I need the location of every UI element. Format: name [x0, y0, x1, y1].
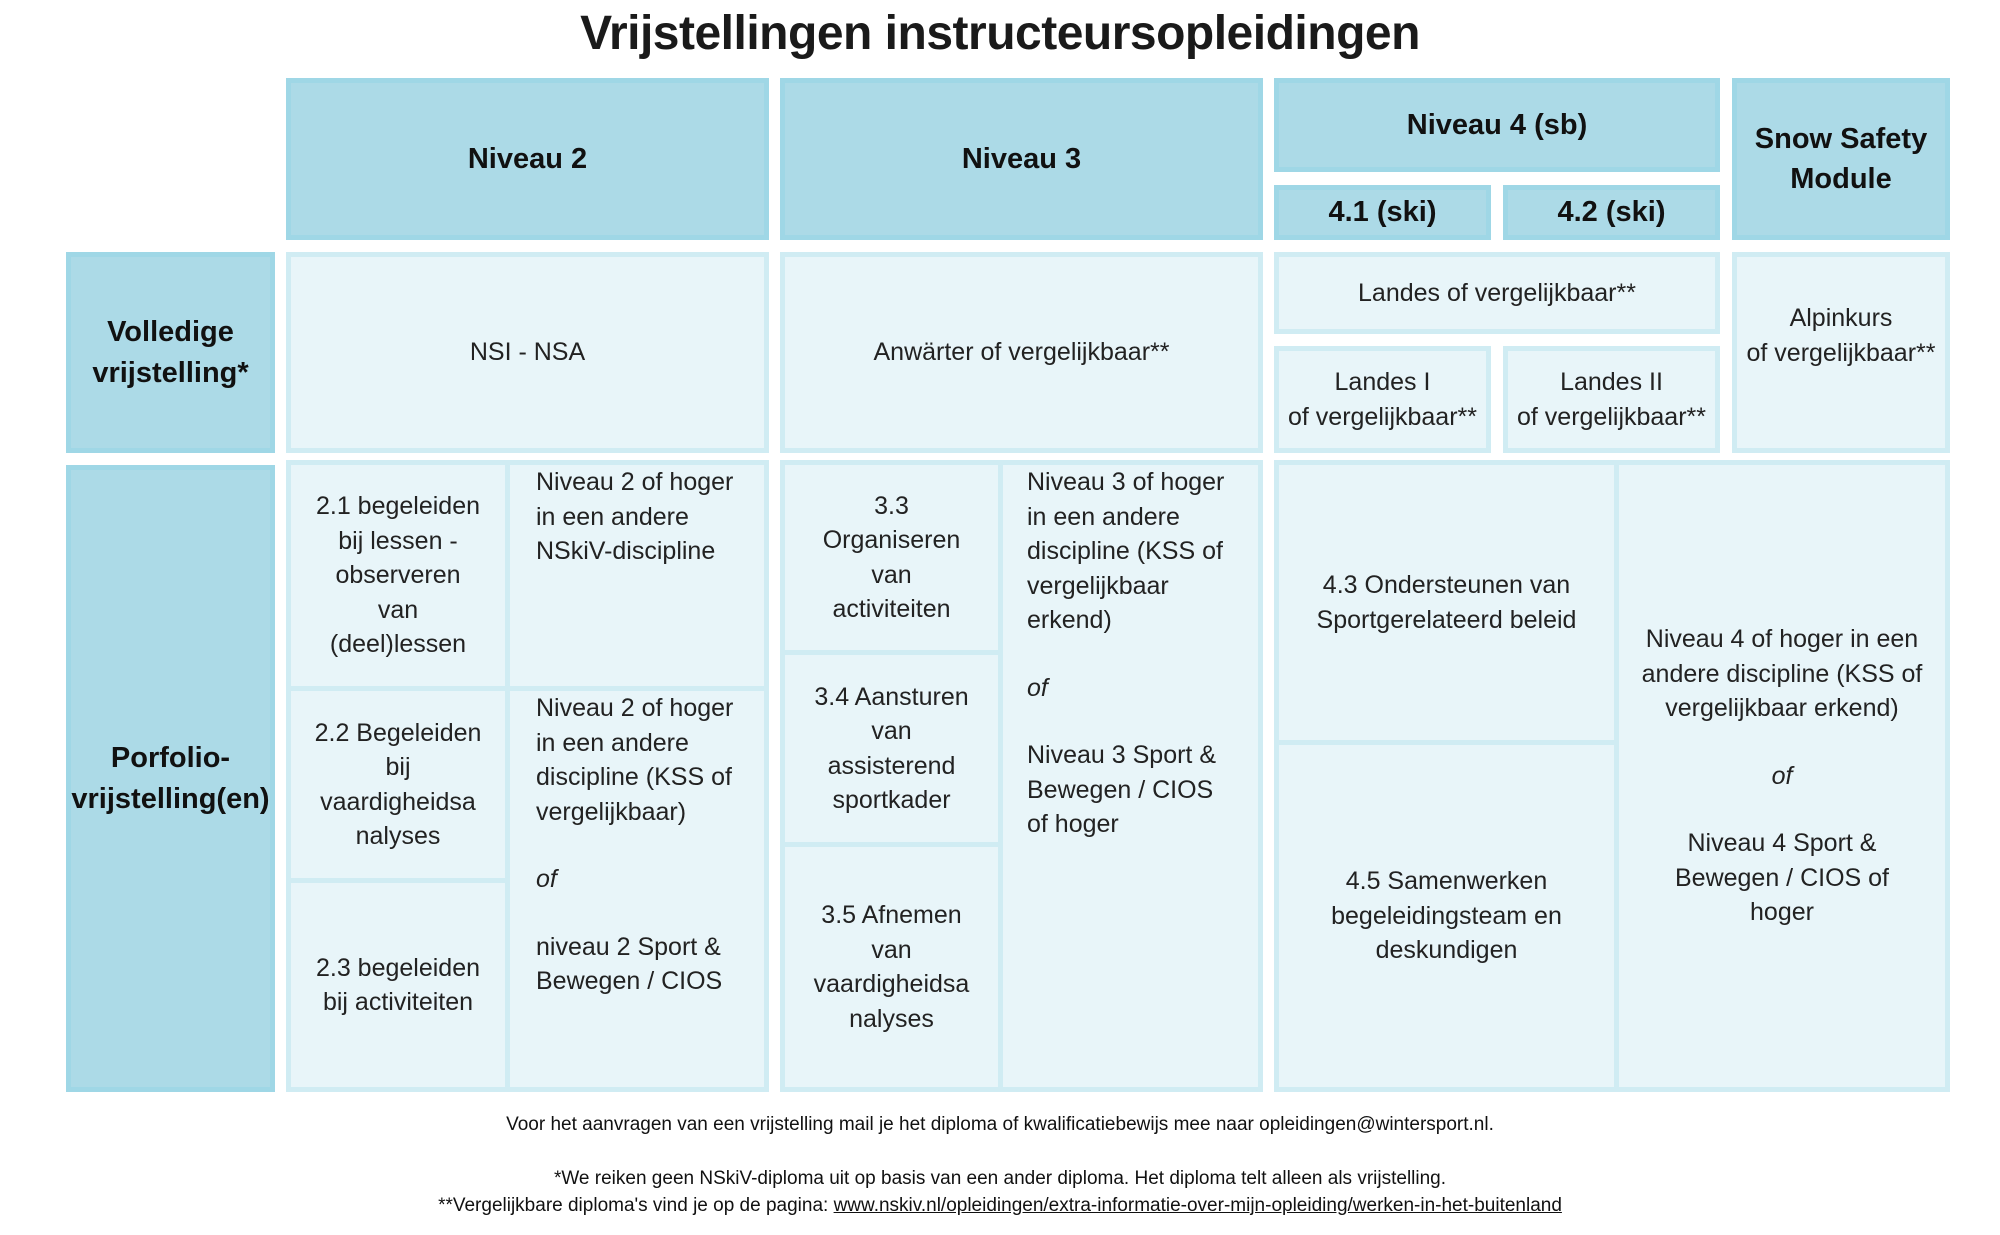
row-header-portfolio	[66, 465, 275, 1092]
text-line: 3.4 Aansturen	[814, 682, 969, 711]
portfolio-4-3	[1279, 465, 1614, 740]
portfolio-3-alt-part2	[1027, 738, 1216, 842]
row-header-volledige	[66, 252, 275, 453]
header-snow-safety-line2: Module	[1790, 163, 1892, 195]
text-line: 2.3 begeleiden	[315, 953, 481, 982]
text-line: bij activiteiten	[322, 988, 474, 1016]
header-niveau-3-label: Niveau 3	[961, 142, 1082, 175]
text-line: 3.3	[874, 491, 909, 520]
text-line: vergelijkbaar erkend)	[1665, 694, 1899, 723]
text-line: Niveau 3 of hoger	[1027, 468, 1225, 496]
divider	[998, 465, 1003, 1087]
volledig-niveau-4-1-line1: Landes I	[1334, 368, 1431, 396]
header-niveau-4-label: Niveau 4 (sb)	[1406, 108, 1588, 141]
volledig-niveau-4-text: Landes of vergelijkbaar**	[1358, 278, 1636, 307]
text-line: 4.5 Samenwerken	[1345, 867, 1548, 896]
portfolio-4-alternative	[1619, 465, 1945, 1087]
volledig-niveau-4-2-line1: Landes II	[1560, 368, 1663, 396]
text-line: observeren	[335, 561, 461, 590]
volledig-snow-safety	[1732, 252, 1950, 453]
portfolio-2-2-3-alternative	[536, 691, 764, 1087]
text-line: in een andere	[536, 728, 689, 757]
text-line: in een andere	[536, 502, 689, 531]
portfolio-3-5	[785, 847, 998, 1087]
volledig-niveau-2	[286, 252, 769, 453]
text-line: sportkader	[832, 786, 951, 814]
text-line: NSkiV-discipline	[536, 537, 716, 565]
text-line: 3.5 Afnemen	[821, 901, 962, 929]
row-header-portfolio-line1: Porfolio-	[110, 742, 231, 775]
text-line: assisterend	[827, 751, 956, 780]
header-niveau-4-2-label: 4.2 (ski)	[1557, 196, 1666, 229]
portfolio-2-alt-of: of	[536, 865, 557, 893]
text-line: bij	[385, 753, 411, 781]
volledig-niveau-3-text: Anwärter of vergelijkbaar**	[873, 338, 1170, 367]
text-line: in een andere	[1027, 502, 1180, 531]
text-line: Sportgerelateerd beleid	[1316, 605, 1577, 634]
text-line: Niveau 2 of hoger	[536, 468, 734, 496]
text-line: Niveau 4 Sport &	[1687, 829, 1877, 858]
header-niveau-2-label: Niveau 2	[467, 142, 588, 175]
text-line: van	[871, 935, 912, 964]
portfolio-4-alt-of: of	[1771, 761, 1793, 790]
footer-mail-note: Voor het aanvragen van een vrijstelling mail je het diploma of kwalificatiebewijs mee naar opleidingen@wintersport.nl.	[506, 1114, 1494, 1135]
text-line: Niveau 2 of hoger	[536, 694, 734, 722]
footer-comparable-note	[0, 1195, 2000, 1217]
text-line: Organiseren	[822, 526, 961, 554]
text-line: Bewegen / CIOS	[536, 967, 723, 995]
text-line: 2.2 Begeleiden	[314, 718, 482, 747]
header-snow-safety-line1: Snow Safety	[1754, 122, 1928, 155]
portfolio-2-2	[291, 691, 505, 878]
portfolio-3-3	[785, 465, 998, 650]
row-header-portfolio-line2: vrijstelling(en)	[71, 782, 270, 815]
text-line: erkend)	[1027, 606, 1112, 634]
text-line: discipline (KSS of	[536, 763, 732, 791]
portfolio-4-alt-part2	[1675, 826, 1889, 930]
text-line: Bewegen / CIOS	[1027, 775, 1214, 804]
footer-comparable-prefix: **Vergelijkbare diploma's vind je op de pagina:	[438, 1195, 834, 1216]
text-line: hoger	[1750, 898, 1814, 927]
portfolio-2-1-alternative	[536, 465, 764, 686]
text-line: van	[871, 560, 912, 589]
text-line: activiteiten	[832, 595, 951, 623]
portfolio-2-alt-part1	[536, 691, 733, 829]
text-line: bij lessen -	[338, 526, 458, 555]
volledig-niveau-4	[1274, 252, 1720, 334]
volledig-niveau-4-2-line2: of vergelijkbaar**	[1517, 402, 1706, 431]
portfolio-2-1	[291, 465, 505, 686]
portfolio-2-3	[291, 883, 505, 1087]
row-header-volledige-line1: Volledige	[107, 316, 234, 349]
header-niveau-2	[286, 78, 769, 240]
text-line: andere discipline (KSS of	[1641, 659, 1923, 688]
header-niveau-4-2	[1503, 185, 1720, 240]
text-line: niveau 2 Sport &	[536, 932, 721, 961]
portfolio-3-alternative	[1027, 465, 1258, 1087]
text-line: vaardigheidsa	[813, 970, 970, 998]
volledig-niveau-4-2	[1503, 346, 1720, 453]
portfolio-3-4	[785, 655, 998, 842]
footer-link[interactable]: www.nskiv.nl/opleidingen/extra-informatie-over-mijn-opleiding/werken-in-het-buitenland	[833, 1195, 1562, 1216]
text-line: van	[377, 595, 419, 624]
text-line: nalyses	[849, 1004, 934, 1033]
volledig-snow-safety-line1: Alpinkurs	[1789, 304, 1893, 332]
header-niveau-4	[1274, 78, 1720, 172]
text-line: discipline (KSS of	[1027, 537, 1223, 565]
header-niveau-3	[780, 78, 1263, 240]
text-line: vergelijkbaar)	[536, 797, 687, 826]
text-line: deskundigen	[1375, 936, 1518, 965]
header-niveau-4-1-label: 4.1 (ski)	[1328, 196, 1437, 229]
text-line: begeleidingsteam en	[1331, 901, 1562, 930]
text-line: vaardigheidsa	[320, 787, 476, 816]
text-line: 2.1 begeleiden	[315, 492, 481, 521]
text-line: 4.3 Ondersteunen van	[1322, 571, 1571, 599]
text-line: Niveau 3 Sport &	[1027, 741, 1216, 769]
portfolio-4-alt-part1	[1642, 622, 1923, 726]
portfolio-3-alt-part1	[1027, 465, 1224, 638]
volledig-niveau-4-1	[1274, 346, 1491, 453]
volledig-snow-safety-line2: of vergelijkbaar**	[1746, 338, 1936, 367]
text-line: (deel)lessen	[329, 630, 467, 659]
volledig-niveau-3	[780, 252, 1263, 453]
volledig-niveau-2-text: NSI - NSA	[469, 338, 586, 367]
portfolio-2-alt-part2	[536, 930, 722, 999]
text-line: vergelijkbaar	[1027, 571, 1169, 600]
volledig-niveau-4-1-line2: of vergelijkbaar**	[1288, 402, 1477, 431]
divider	[505, 465, 510, 1087]
text-line: of hoger	[1027, 810, 1119, 838]
row-header-volledige-line2: vrijstelling*	[92, 356, 249, 389]
text-line: Bewegen / CIOS of	[1674, 863, 1889, 892]
text-line: Niveau 4 of hoger in een	[1645, 625, 1919, 654]
header-snow-safety	[1732, 78, 1950, 240]
portfolio-3-alt-of: of	[1027, 673, 1048, 702]
header-niveau-4-1	[1274, 185, 1491, 240]
portfolio-4-5	[1279, 745, 1614, 1087]
text-line: nalyses	[355, 822, 441, 850]
footer-diploma-note: *We reiken geen NSkiV-diploma uit op basis van een ander diploma. Het diploma telt alleen als vrijstelling.	[553, 1168, 1447, 1189]
page-title: Vrijstellingen instructeursopleidingen	[580, 7, 1420, 60]
text-line: van	[871, 717, 912, 745]
